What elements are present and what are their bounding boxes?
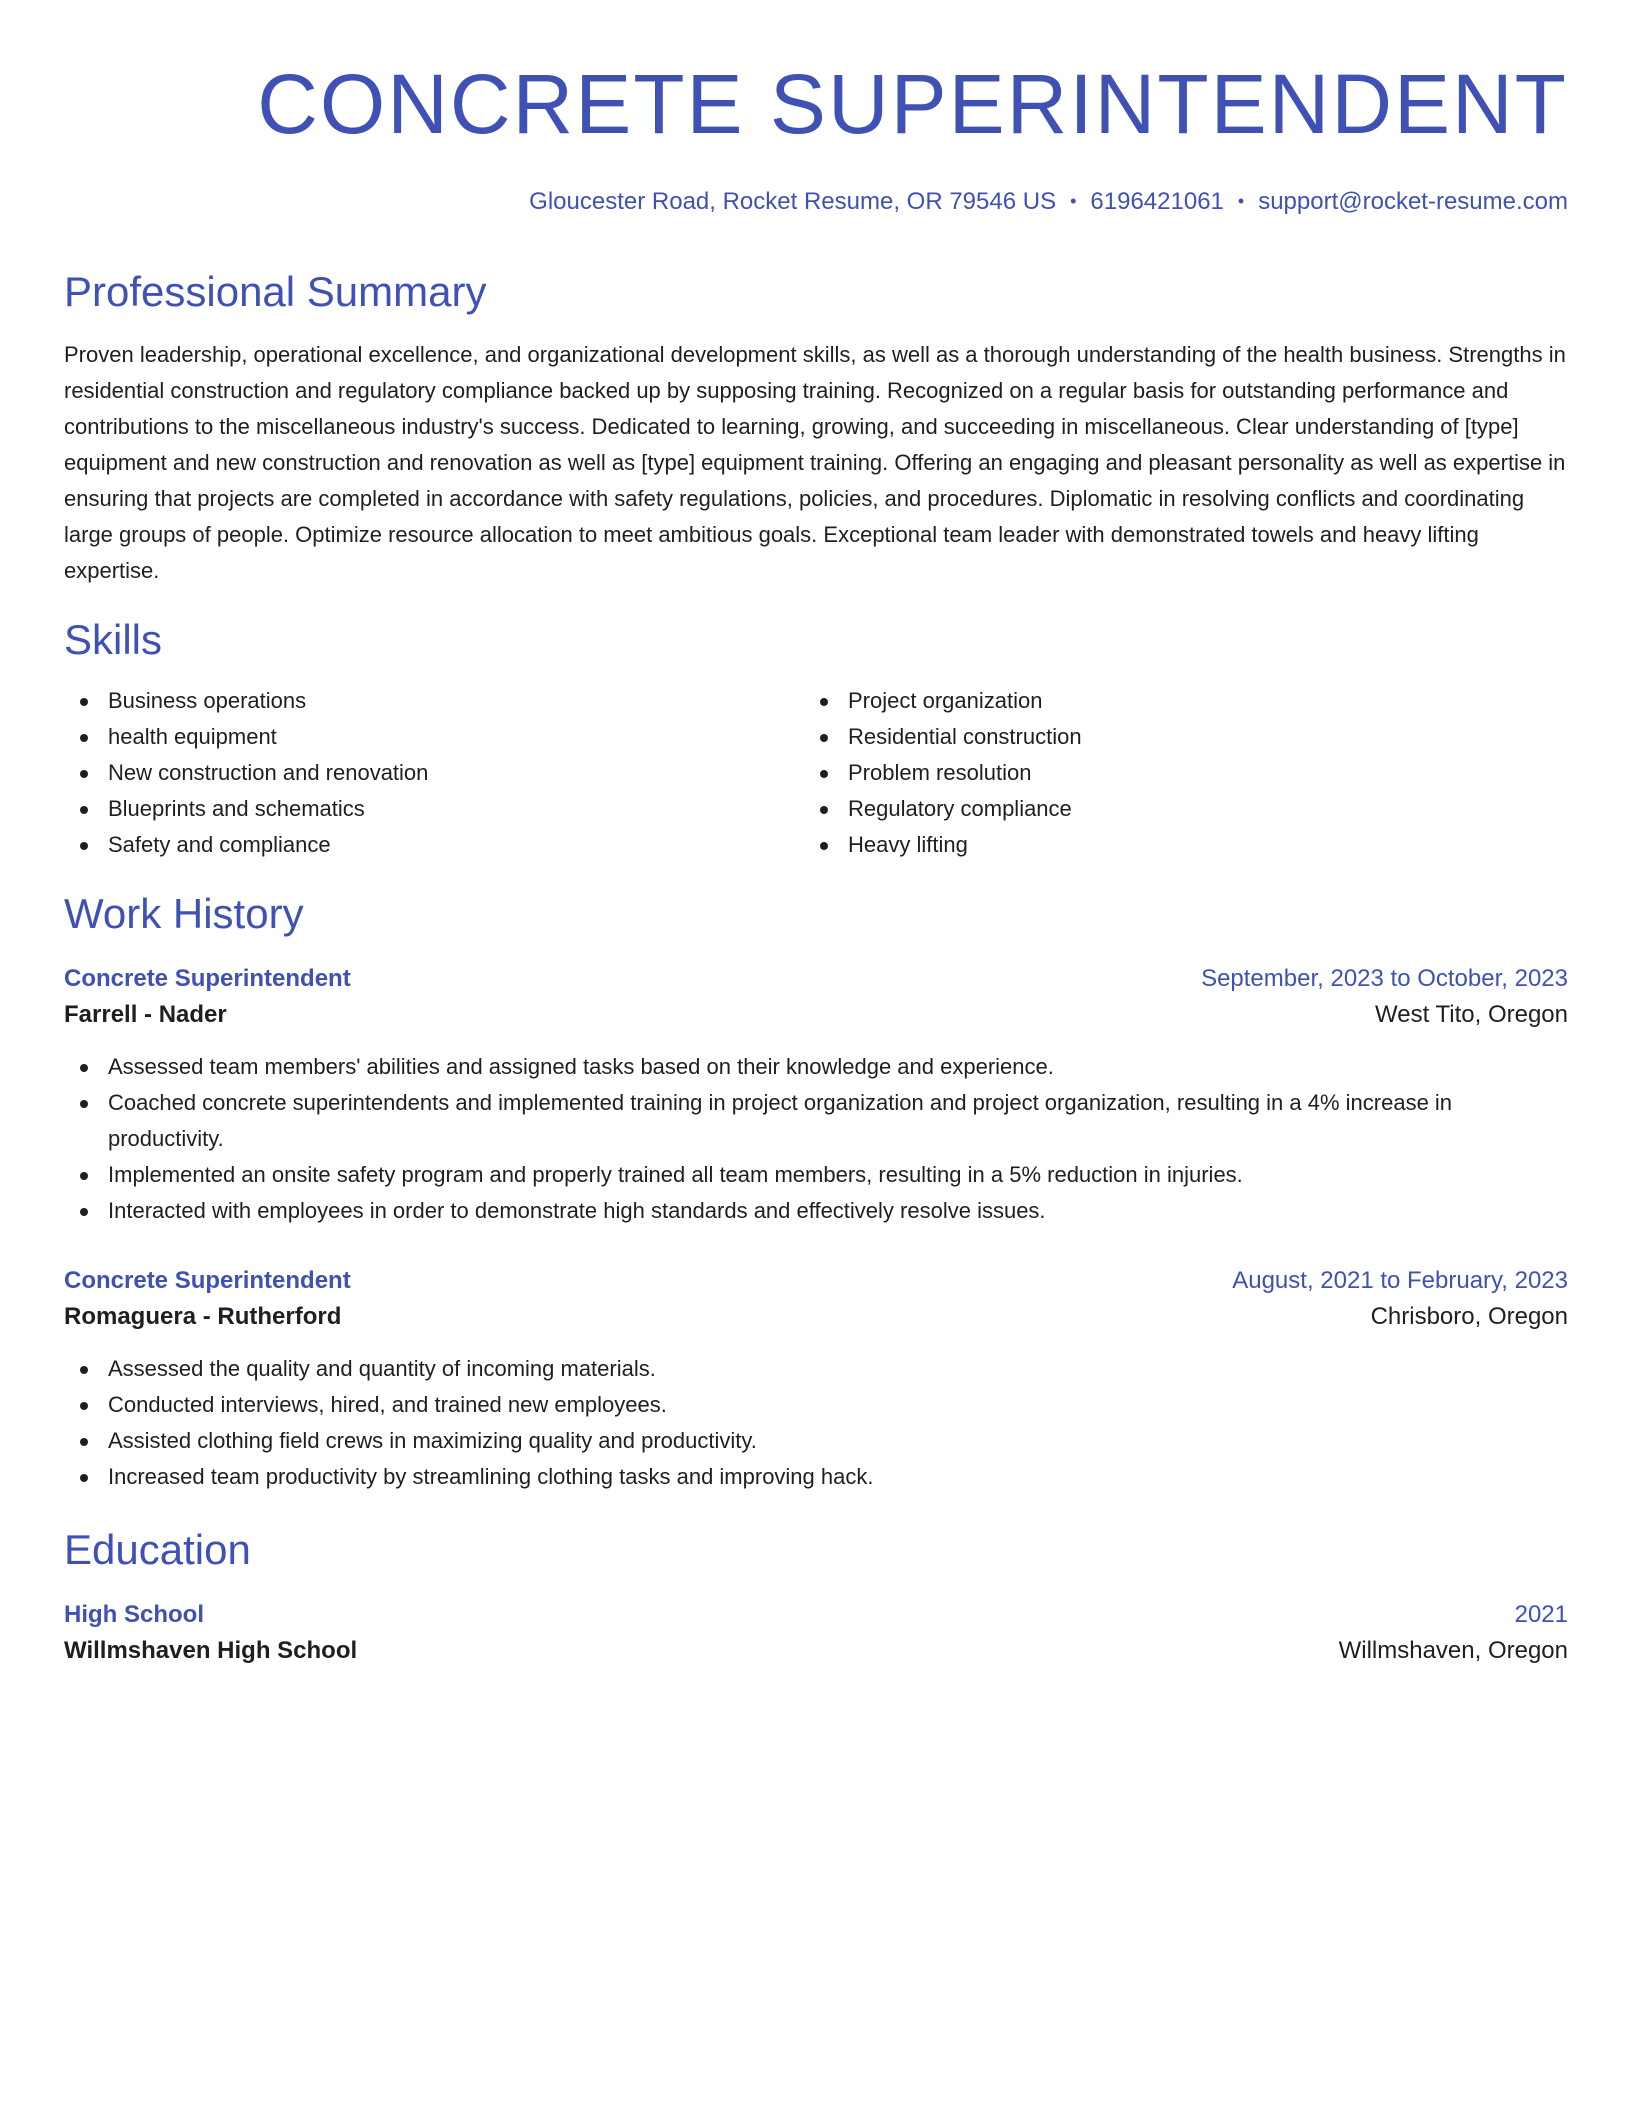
job-header-row [64,961,1568,997]
skill-item: New construction and renovation [64,755,804,791]
job-title: Concrete Superintendent [64,965,351,992]
skill-item: Residential construction [804,719,1544,755]
skill-item: Problem resolution [804,755,1544,791]
work-history-section [64,889,1568,1495]
contact-email[interactable]: support@rocket-resume.com [1258,188,1568,215]
education-header-row [64,1597,1568,1633]
skill-item: Heavy lifting [804,827,1544,863]
job-bullet: Assessed team members' abilities and assigned tasks based on their knowledge and experience. [64,1049,1568,1085]
job-bullets [64,1049,1568,1229]
section-title-skills: Skills [64,616,163,663]
job-header-row [64,1263,1568,1299]
skill-item: health equipment [64,719,804,755]
contact-separator: • [1237,191,1245,211]
skills-section [64,615,1568,863]
section-title-work: Work History [64,890,304,937]
job-bullet: Coached concrete superintendents and implemented training in project organization and project organization, resulting in a 4% increase in productivity. [64,1085,1568,1157]
job-bullet: Implemented an onsite safety program and properly trained all team members, resulting in a 5% reduction in injuries. [64,1157,1568,1193]
professional-summary-section [64,267,1568,589]
contact-address: Gloucester Road, Rocket Resume, OR 79546 US [529,188,1057,215]
job-bullet: Interacted with employees in order to demonstrate high standards and effectively resolve issues. [64,1193,1568,1229]
section-title-summary: Professional Summary [64,268,487,315]
job-title: Concrete Superintendent [64,1267,351,1294]
education-school: Willmshaven High School [64,1637,358,1664]
skill-item: Project organization [804,683,1544,719]
job-location: West Tito, Oregon [1375,1001,1568,1028]
skills-list-right [804,683,1544,863]
job-bullet: Assisted clothing field crews in maximizing quality and productivity. [64,1423,1568,1459]
job-dates: August, 2021 to February, 2023 [1232,1267,1568,1294]
job-company-row [64,997,1568,1033]
job-bullet: Increased team productivity by streamlining clothing tasks and improving hack. [64,1459,1568,1495]
contact-phone[interactable]: 6196421061 [1090,188,1224,215]
job-entry [64,1263,1568,1495]
candidate-name: CONCRETE SUPERINTENDENT [257,57,1568,151]
skill-item: Business operations [64,683,804,719]
skill-item: Blueprints and schematics [64,791,804,827]
resume-header [64,56,1568,217]
education-year: 2021 [1514,1601,1568,1628]
job-bullet: Conducted interviews, hired, and trained new employees. [64,1387,1568,1423]
job-company: Romaguera - Rutherford [64,1303,342,1330]
skills-list-left [64,683,804,863]
job-bullets [64,1351,1568,1495]
education-location: Willmshaven, Oregon [1338,1637,1568,1664]
job-company: Farrell - Nader [64,1001,227,1028]
contact-separator: • [1070,191,1077,211]
summary-text: Proven leadership, operational excellence, and organizational development skills, as well as a thorough understanding of the health business. Strengths in residential construction and regulatory compliance backed up by supposing training. Recognized on a regular basis for outstanding performance and contributions to the miscellaneous industry's success. Dedicated to learning, growing, and succeeding in miscellaneous. Clear understanding of [type] equipment and new construction and renovation as well as [type] equipment training. Offering an engaging and pleasant personality as well as expertise in ensuring that projects are completed in accordance with safety regulations, policies, and procedures. Diplomatic in resolving conflicts and coordinating large groups of people. Optimize resource allocation to meet ambitious goals. Exceptional team leader with demonstrated towels and heavy lifting expertise. [64,342,1566,583]
education-section [64,1525,1568,1669]
job-company-row [64,1299,1568,1335]
job-location: Chrisboro, Oregon [1370,1303,1568,1330]
job-dates: September, 2023 to October, 2023 [1201,965,1568,992]
skill-item: Regulatory compliance [804,791,1544,827]
skill-item: Safety and compliance [64,827,804,863]
job-bullet: Assessed the quality and quantity of incoming materials. [64,1351,1568,1387]
skills-grid [64,683,1568,863]
job-entry [64,961,1568,1229]
education-school-row [64,1633,1568,1669]
education-entry [64,1597,1568,1669]
contact-line [64,186,1568,217]
education-degree: High School [64,1601,204,1628]
section-title-education: Education [64,1526,251,1573]
